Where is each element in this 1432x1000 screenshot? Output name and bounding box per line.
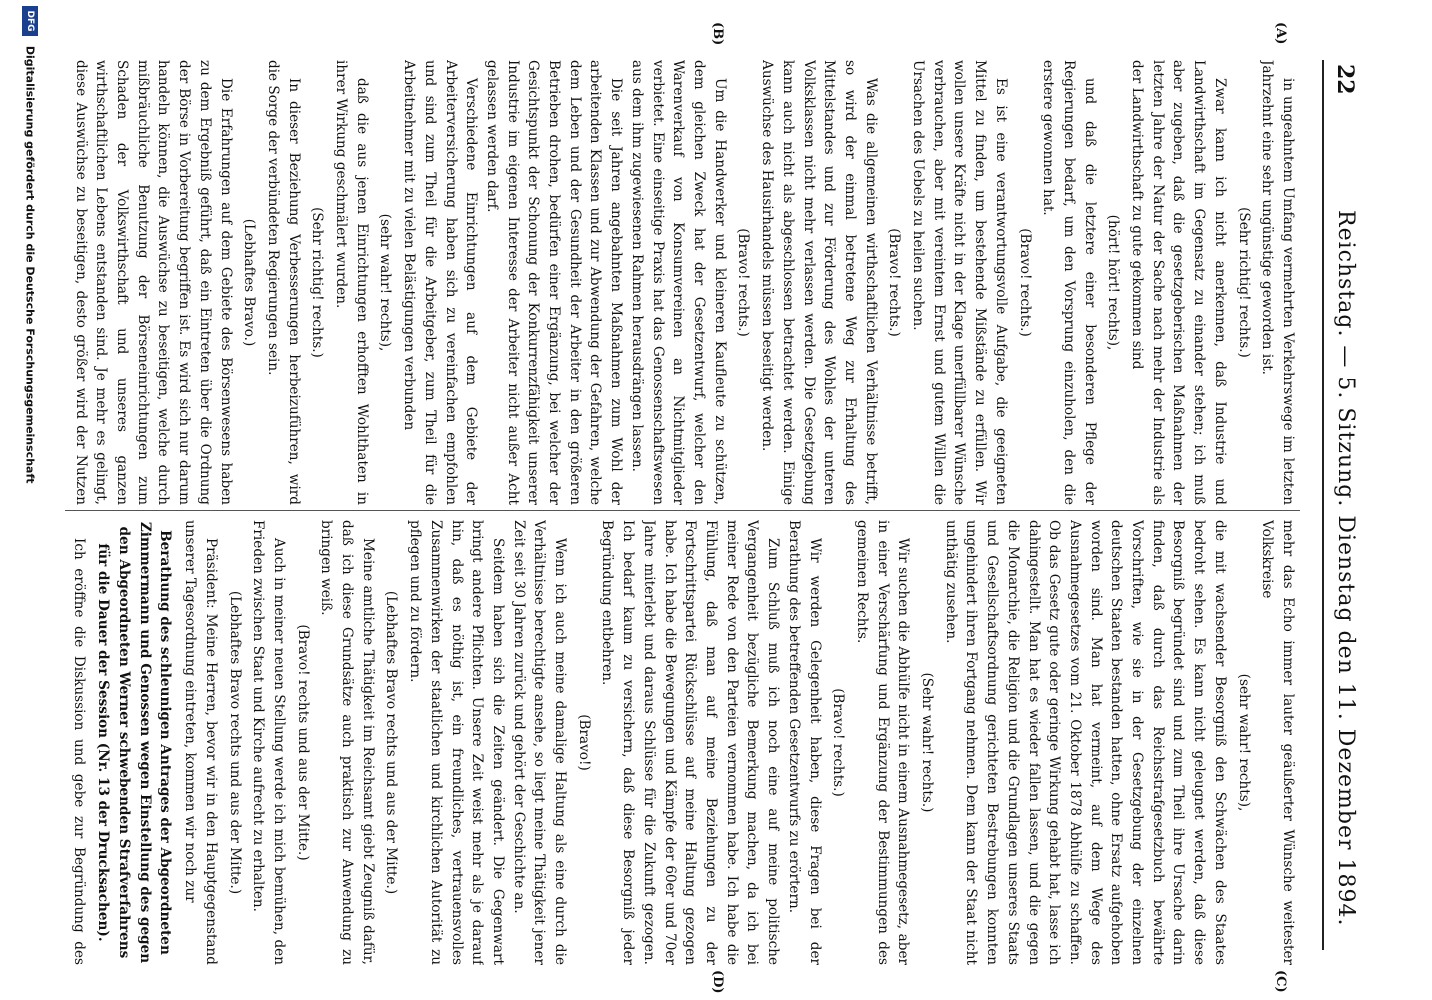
page-number: 22 [1332, 64, 1358, 95]
interjection: (Lebhaftes Bravo rechts und aus der Mitte.) [383, 590, 400, 895]
paragraph: Auch in meiner neuen Stellung werde ich mich bemühen, den Frieden zwischen Staat und Kirche aufrecht zu erhalten. [250, 520, 287, 965]
paragraph: daß die aus jenen Einrichtungen erhofften Wohlthaten in ihrer Wirkung geschmälert wurden. [333, 60, 370, 505]
interjection: (Bravo! rechts.) [1016, 228, 1033, 337]
paragraph: In dieser Beziehung Verbesserungen herbeizuführen, wird die Sorge der verbündeten Regierungen sein. [264, 60, 302, 505]
interjection: (Bravo!) [575, 714, 592, 771]
paragraph: Seitdem haben sich die Zeiten geändert. Die Gegenwart bringt andere Pflichten. Unsere Zeit weist mehr als je darauf hin, daß es nöthig ist, ein freundliches, vertrauensvolles Zusammenwirken der staatlichen und kirchlichen Autorität zu pflegen und zu fördern. [407, 520, 506, 965]
dfg-logo: DFG [22, 6, 38, 36]
paragraph: Meine amtliche Thätigkeit im Reichsamt giebt Zeugniß dafür, daß ich diese Grundsätze auch praktisch zur Anwendung zu bringen weiß. [318, 520, 376, 965]
paragraph: Zwar kann ich nicht anerkennen, daß Industrie und Landwirthschaft im Gegensatz zu einander stehen; ich muß aber zugeben, daß die gesetzgeberischen Maßnahmen der letzten Jahre der Natur der Sache nach mehr der Industrie als der Landwirthschaft zu gute gekommen sind [1129, 60, 1228, 505]
paragraph: in ungeahntem Umfang vermehrten Verkehrswege im letzten Jahrzehnt eine sehr ungünstige geworden ist. [1259, 60, 1296, 505]
paragraph: Wir werden Gelegenheit haben, diese Fragen bei der Berathung des betreffenden Gesetzentwurfs zu erörtern. [785, 520, 823, 965]
interjection: (Bravo! rechts.) [886, 228, 903, 337]
paragraph: Präsident: Meine Herren, bevor wir in den Hauptgegenstand unserer Tagesordnung eintreten, kommen wir noch zur [182, 520, 219, 965]
interjection: (Sehr richtig! rechts.) [1235, 207, 1252, 358]
paragraph: Wir suchen die Abhülfe nicht in einem Ausnahmegesetz, aber in einer Verschärfung und Ergänzung der Bestimmungen des gemeinen Rechts. [853, 520, 912, 965]
paragraph: und daß die letztere einer besonderen Pflege der Regierungen bedarf, um den Vorsprung einzuholen, den die erstere gewonnen hat. [1040, 60, 1098, 505]
column-divider [65, 510, 1300, 511]
paragraph: mehr das Echo immer lauter geäußerter Wünsche weitester Volkskreise [1259, 520, 1296, 965]
footer-text: Digitalisierung gefördert durch die Deutsche Forschungsgemeinschaft [23, 45, 37, 484]
running-title: Reichstag. — 5. Sitzung. Dienstag den 11. Dezember 1894. [1333, 210, 1358, 927]
interjection: (Bravo! rechts.) [735, 228, 752, 337]
left-text-column [68, 60, 1298, 505]
interjection: (sehr wahr! rechts), [1235, 673, 1252, 812]
interjection: (Sehr richtig! rechts.) [309, 207, 326, 358]
paragraph: Wenn ich auch meine damalige Haltung als eine durch die Verhältnisse berechtigte ansehe, so liegt meine Thätigkeit jener Zeit seit 30 Jahren zurück und gehört der Geschichte an. [510, 520, 569, 965]
paragraph: Die seit Jahren angebahnten Maßnahmen zum Wohl der arbeitenden Klassen und zur Abwendung der Gefahren, welche dem Leben und der Gesundheit der Arbeiter in den größeren Betrieben drohen, bedürfen einer Ergänzung, bei welcher der Gesichtspunkt der Schonung der Konkurrenzfähigkeit unserer Industrie im eigenen Interesse der Arbeiter nicht außer Acht gelassen werden darf. [483, 60, 625, 505]
interjection: (Lebhaftes Bravo.) [241, 218, 258, 347]
margin-marker-d: (D) [710, 970, 725, 994]
paragraph: Um die Handwerker und kleineren Kaufleute zu schützen, dem gleichen Zweck hat der Gesetzentwurf, welcher den Warenverkauf von Konsumvereinen an Nichtmitglieder verbietet. Eine einseitige Praxis hat das Genossenschaftswesen aus dem ihm zugewiesenen Rahmen herausdrängen lassen. [628, 60, 728, 505]
interjection: (Bravo! rechts.) [830, 688, 847, 797]
paragraph: Die Erfahrungen auf dem Gebiete des Börsenwesens haben zu dem Ergebniß geführt, daß ein Eintreten über die Ordnung der Börse in Vorbereitung begriffen ist. Es wird sich nur darum handeln können, die Auswüchse zu beseitigen, welche durch mißbräuchliche Benutzung der Börseneinrichtungen zum Schaden der Volkswirthschaft und unseres ganzen wirthschaftlichen Lebens entstanden sind. Je mehr es gelingt, diese Auswüchse zu beseitigen, desto größer wird der Nutzen [72, 60, 234, 505]
paragraph: Verschiedene Einrichtungen auf dem Gebiete der Arbeiterversicherung haben sich zu vereinfachen empfohlen und sind zum Theil für die Arbeitgeber, zum Theil für die Arbeitnehmer mit zu vielen Belästigungen verbunden [401, 60, 480, 505]
page-header [1306, 20, 1366, 980]
paragraph: die mit wachsender Besorgniß den Schwächen des Staates bedroht sehen. Es kann nicht geleugnet werden, daß diese Besorgniß begründet sind und zum Theil ihre Ursache darin finden, daß durch das Reichsstrafgesetzbuch bewährte Vorschriften, wie sie in der Gesetzgebung der einzelnen deutschen Staaten bestanden hatten, ohne Ersatz aufgehoben worden sind. Man hat vermeint, auf dem Wege des Ausnahmegesetzes vom 21. Oktober 1878 Abhülfe zu schaffen. Ob das Gesetz gute oder geringe Wirkung gehabt hat, lasse ich dahingestellt. Man hat es wieder fallen lassen, und die gegen die Monarchie, die Religion und die Grundlagen unseres Staats und Gesellschaftsordnung gerichteten Bestrebungen konnten ungehindert ihren Fortgang nehmen. Dem kann der Staat nicht unthätig zusehen. [942, 520, 1228, 965]
margin-marker-b: (B) [710, 22, 725, 46]
margin-marker-a: (A) [1273, 22, 1288, 45]
interjection: (sehr wahr! rechts), [377, 213, 394, 352]
interjection: (Bravo! rechts und aus der Mitte.) [294, 624, 311, 861]
paragraph: Was die allgemeinen wirthschaftlichen Verhältnisse betrifft, so wird der einmal betretene Weg zur Erhaltung des Mittelstandes und zur Förderung des Wohles der unteren Volksklassen nicht mehr verlassen werden. Die Gesetzgebung kann auch nicht als abgeschlossen betrachtet werden. Einige Auswüchse des Hausirhandels müssen beseitigt werden. [759, 60, 879, 505]
right-text-column [68, 520, 1298, 965]
interjection: (hört! hört! rechts), [1105, 214, 1122, 351]
digitization-footer [8, 6, 38, 986]
paragraph: Es ist eine verantwortungsvolle Aufgabe, die geeigneten Mittel zu finden, um bestehende Mißstände zu erfüllen. Wir wollen unsere Kräfte nicht in der Klage unerfüllbarer Wünsche verbrauchen, aber mit vereintem Ernst und gutem Willen die Ursachen des Uebels zu heilen suchen. [910, 60, 1009, 505]
header-rule [1322, 60, 1324, 950]
margin-marker-c: (C) [1273, 970, 1288, 993]
interjection: (Sehr wahr! rechts.) [919, 672, 936, 813]
interjection: (Lebhaftes Bravo rechts und aus der Mitte.) [226, 590, 243, 895]
agenda-heading: Berathung des schleunigen Antrages der Abgeordneten Zimmermann und Genossen wegen Einstellung des gegen den Abgeordneten Werner schwebenden Strafverfahrens für die Dauer der Session (Nr. 13 der Drucksachen). [95, 521, 174, 964]
paragraph: Zum Schluß muß ich noch eine auf meine politische Vergangenheit bezügliche Bemerkung machen, da ich bei meiner Rede von den Parteien vernommen habe. Ich habe die Fühlung, daß man auf meine Beziehungen zu der Fortschrittspartei Rückschlüsse auf meine Haltung gezogen habe. Ich habe die Bewegungen und Kämpfe der 60er und 70er Jahre miterlebt und daraus Schlüsse für die Zukunft gezogen. Ich bedarf kaum zu versichern, daß diese Besorgniß jeder Begründung entbehren. [599, 520, 782, 965]
paragraph: Ich eröffne die Diskussion und gebe zur Begründung des [70, 538, 87, 965]
